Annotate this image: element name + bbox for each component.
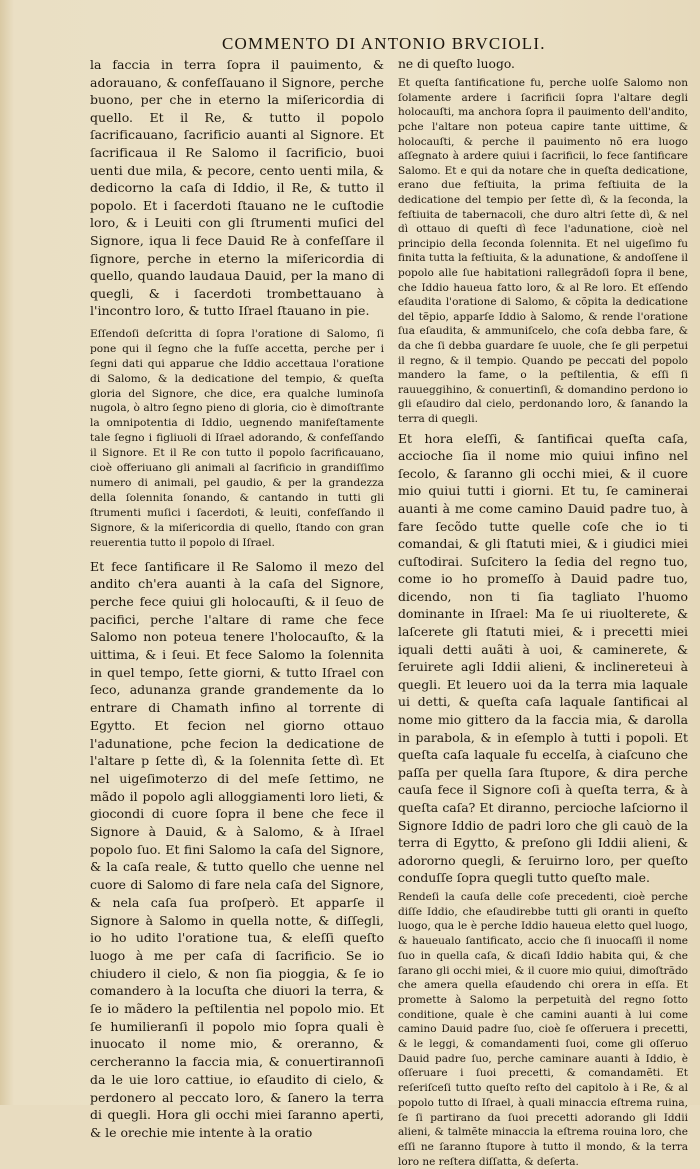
scripture-paragraph: la faccia in terra ſopra il pauimento, & adorauano, & confeſſauano il Signore, perche buono, per che in eterno la miſericordia di quello. Et il Re, & tutto il popolo ſacrificauano, ſacrificio auanti al Signore. Et ſacrificaua il Re Salomo il ſacrificio, buoi uenti due mila, & pecore, cento uenti mila, & dedicorno la caſa di Iddio, il Re, & tutto il popolo. Et i ſacerdoti ſtauano ne le cuſtodie loro, & i Leuiti con gli ſtrumenti muſici del Signore, iqua li fece Dauid Re à confeſſare il ſignore, perche in eterno la miſericordia di quello, quando laudaua Dauid, per la mano di quegli, & i ſacerdoti trombettauano à l'incontro loro, & tutto Iſrael ſtauano in pie. [90, 57, 384, 319]
scripture-paragraph: Et hora eleſſi, & ſantificai queſta caſa, accioche ſia il nome mio quiui infino nel ſecolo, & ſaranno gli occhi miei, & il cuore mio quiui tutti i giorni. Et tu, ſe caminerai auanti à me come camino Dauid padre tuo, à fare ſecõdo tutte quelle coſe che io ti comandai, & gli ſtatuti miei, & i giudici miei cuſtodirai. Suſcitero la ſedia del regno tuo, come io ho promeſſo à Dauid padre tuo, dicendo, non ti ſia tagliato l'huomo dominante in Iſrael: Ma ſe ui riuolterete, & laſcerete gli ſtatuti miei, & i precetti miei iquali detti auãti à uoi, & caminerete, & ſeruirete agli Iddii alieni, & inclinereteui à quegli. Et leuero uoi da la terra mia laquale ui detti, & queſta caſa laquale ſantificai al nome mio gittero da la faccia mia, & darolla in parabola, & in eſemplo à tutti i popoli. Et queſta caſa laquale fu eccelſa, à ciaſcuno che paſſa per quella ſara ſtupore, & dira perche cauſa fece il Signore coſi à queſta terra, & à queſta caſa? Et diranno, percioche laſciorno il Signore Iddio de padri loro che gli cauò de la terra di Egytto, & preſono gli Iddii alieni, & adororno quegli, & ſeruirno loro, per queſto conduſſe ſopra quegli tutto queſto male. [398, 430, 688, 886]
scripture-paragraph: Et fece ſantificare il Re Salomo il mezo del andito ch'era auanti à la caſa del Signore, perche fece quiui gli holocauſti, & il ſeuo de pacifici, perche l'altare di rame che fece Salomo non poteua tenere l'holocauſto, & la uittima, & i ſeui. Et fece Salomo la ſolennita in quel tempo, ſette giorni, & tutto Iſrael con ſeco, adunanza grande grandemente da lo entrare di Chamath infino al torrente di Egytto. Et fecion nel giorno ottauo l'adunatione, pche fecion la dedicatione de l'altare p ſette dì, & la ſolennita ſette dì. Et nel uigeſimoterzo di del meſe ſettimo, ne mãdo il popolo agli alloggiamenti loro lieti, & giocondi di cuore ſopra il bene che fece il Signore à Dauid, & à Salomo, & à Iſrael popolo ſuo. Et fini Salomo la caſa del Signore, & la caſa reale, & tutto quello che uenne nel cuore di Salomo di fare nela caſa del Signore, & nela caſa ſua proſperò. Et apparſe il Signore à Salomo in quella notte, & diſſegli, io ho udito l'oratione tua, & eleſſi queſto luogo à me per caſa di ſacrificio. Se io chiudero il cielo, & non ſia pioggia, & ſe io comandero à la locuſta che diuori la terra, & ſe io mãdero la peſtilentia nel popolo mio. Et ſe humilieranſi il popolo mio ſopra quali è inuocato il nome mio, & oreranno, & cercheranno la faccia mia, & conuertirannoſi da le uie loro cattiue, io eſaudito di cielo, & perdonero al peccato loro, & ſanero la terra di quegli. Hora gli occhi miei ſaranno aperti, & le orechie mie intente à la oratio [90, 558, 384, 1140]
commentary-paragraph: Et queſta ſantificatione fu, perche uolſe Salomo non ſolamente ardere i ſacrificii ſopra l'altare degli holocauſti, ma anchora ſopra il pauimento dell'andito, pche l'altare non poteua capire tante uittime, & holocauſti, & perche il pauimento nõ era luogo aſſegnato à ardere quiui i ſacrificii, lo fece ſantificare Salomo. Et e qui da notare che in queſta dedicatione, erano due feſtiuita, la prima feſtiuita de la dedicatione del tempio per ſette dì, & la ſeconda, la feſtiuita de tabernacoli, che duro altri ſette dì, & nel dì ottauo di queſti dì fece l'adunatione, cioè nel principio della ſeconda ſolennita. Et nel uigeſimo fu finita tutta la feſtiuita, & la adunatione, & andoſſene il popolo alle ſue habitationi rallegrādoſi ſopra il bene, che Iddio haueua fatto loro, & al Re loro. Et eſſendo eſaudita l'oratione di Salomo, & cõpita la dedicatione del tẽpio, apparſe Iddio à Salomo, & rende l'oratione ſua eſaudita, & ammuniſcelo, che coſa debba fare, & da che ſi debba guardare ſe uuole, che ſe gli perpetui il regno, & il tempio. Quando pe peccati del popolo mandero la fame, o la peſtilentia, & eſſi ſi rauueggihino, & conuertinſi, & domandino perdono io gli eſaudiro dal cielo, perdonando loro, & ſanando la terra di quegli. [398, 77, 688, 425]
commentary-paragraph: Eſſendoſi deſcritta di ſopra l'oratione di Salomo, ſi pone qui il ſegno che la fuſſe accetta, perche per i ſegni dati qui apparue che Iddio accettaua l'oratione di Salomo, & la dedicatione del tempio, & queſta gloria del Signore, che dice, era qualche luminoſa nugola, ò altro ſegno pieno di gloria, cio è dimoſtrante la omnipotentia di Iddio, uegnendo manifeſtamente tale ſegno i figliuoli di Iſrael adorando, & confeſſando il Signore. Et il Re con tutto il popolo ſacrificauano, cioè offeriuano gli animali al ſacrificio in grandiſſimo numero di animali, pel gaudio, & per la grandezza della ſolennita ſonando, & cantando in tutti gli ſtrumenti muſici i ſacerdoti, & leuiti, confeſſando il Signore, & la miſericordia di quello, ſtando con gran reuerentia tutto il popolo di Iſrael. [90, 327, 384, 549]
scripture-paragraph: ne di queſto luogo. [398, 57, 515, 71]
right-column [398, 56, 688, 1169]
running-header: COMMENTO DI ANTONIO BRVCIOLI. [222, 34, 546, 53]
commentary-paragraph: Rendeſi la cauſa delle coſe precedenti, cioè perche diſſe Iddio, che eſaudirebbe tutti gli oranti in queſto luogo, qua le è perche Iddio haueua eletto quel luogo, & haueualo ſantificato, accio che ſi inuocaſſi il nome ſuo in quella caſa, & dicaſi Iddio habita qui, & che ſarano gli occhi miei, & il cuore mio quiui, dimoſtrãdo che amera quella eſaudendo chi orera in eſſa. Et promette à Salomo la perpetuità del regno ſotto conditione, quale è che camini auanti à lui come camino Dauid padre ſuo, cioè ſe oſſeruera i precetti, & le leggi, & comandamenti ſuoi, come gli oſſeruo Dauid padre ſuo, perche caminare auanti à Iddio, è oſſeruare i ſuoi precetti, & comandamẽti. Et reſeriſceſi tutto queſto reſto del capitolo à i Re, & al popolo tutto di Iſrael, à quali minaccia eſtrema ruina, ſe ſi partirano da ſuoi precetti adorando gli Iddii alieni, & talmẽte minaccia la eſtrema rouina loro, che eſſi ne ſaranno ſtupore à tutto il mondo, & la terra loro ne reſtera diſſatta, & deſerta. [398, 890, 688, 1168]
left-column [90, 56, 384, 1142]
